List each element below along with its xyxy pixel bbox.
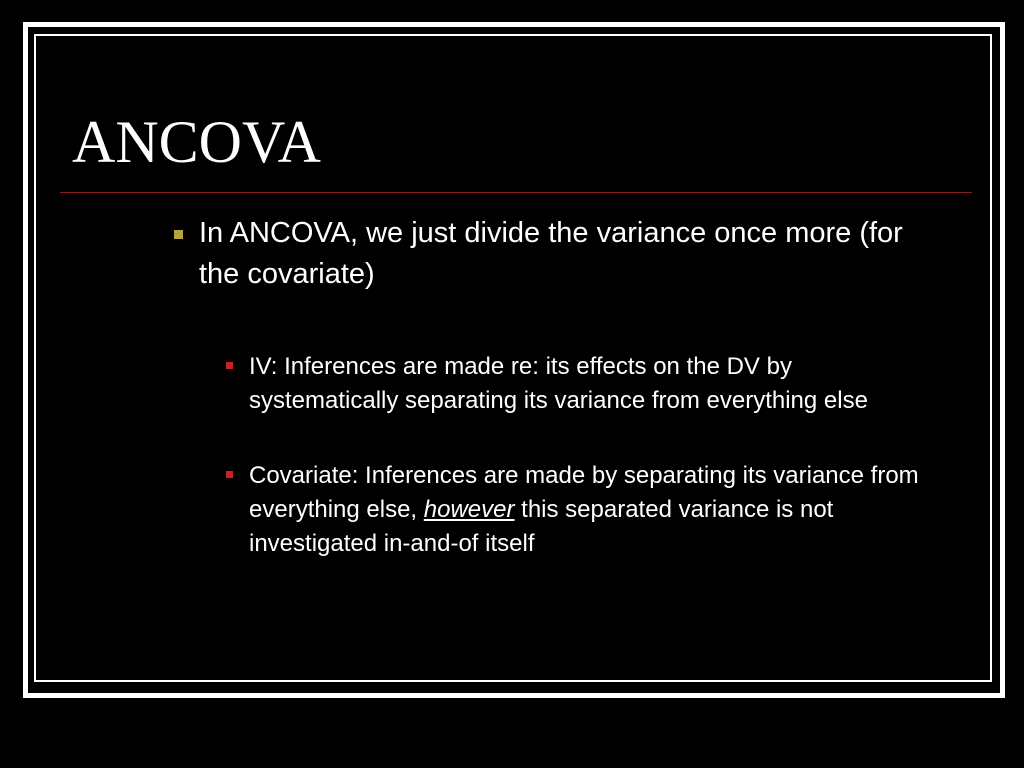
emphasis-text: however: [423, 496, 515, 523]
bullet-item: [174, 213, 904, 295]
square-bullet-icon: [226, 362, 233, 369]
sub-bullet-text: [249, 459, 946, 561]
square-bullet-icon: [174, 230, 183, 239]
sub-bullet-item: [226, 459, 946, 561]
sub-bullet-text-start: Covariate: Inferences are made by separating its variance from everything else,: [249, 462, 919, 523]
sub-bullet-text-end: this separated variance is not investigated in-and-of itself: [249, 496, 834, 557]
square-bullet-icon: [226, 471, 233, 478]
bullet-text: In ANCOVA, we just divide the variance once more (for the covariate): [199, 217, 903, 290]
sub-bullet-text: IV: Inferences are made re: its effects on the DV by systematically separating its variance from everything else: [249, 353, 868, 414]
title-divider: [60, 192, 972, 193]
slide-title: ANCOVA: [72, 109, 321, 175]
sub-bullet-item: [226, 350, 946, 418]
